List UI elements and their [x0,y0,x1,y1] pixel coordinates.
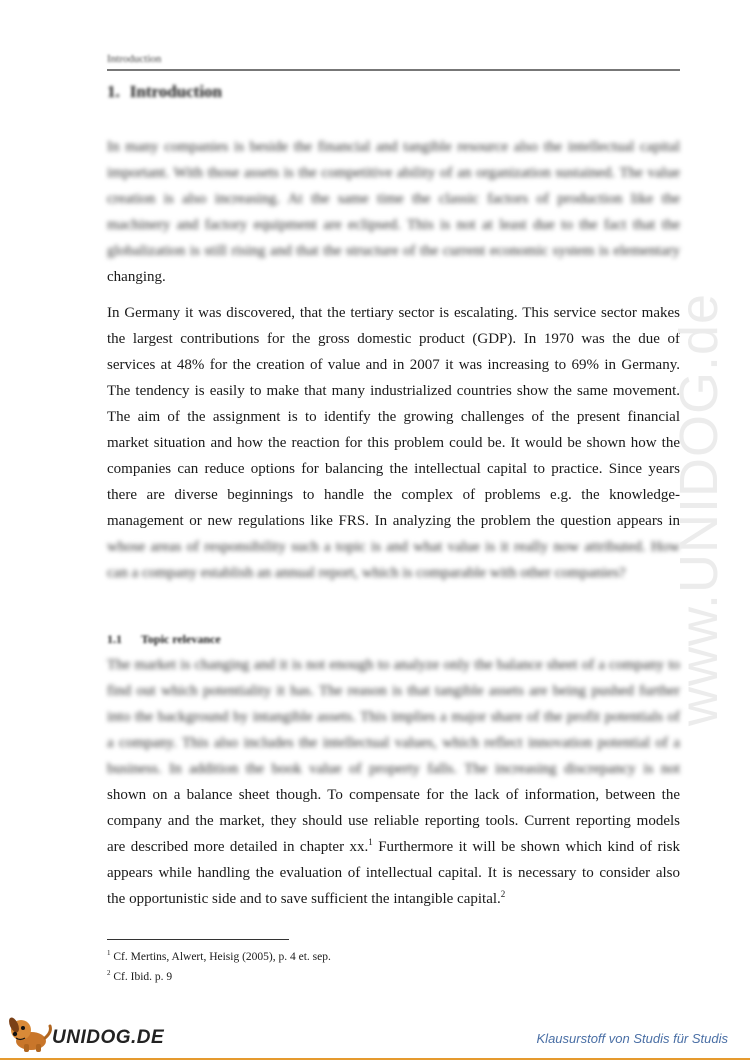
text-fragment: the opportunistic side and to save sufficient the intangible capital. [107,891,501,907]
header-rule [107,69,680,71]
text-line: management or new regulations like FRS. In analyzing the problem the question appears in [107,513,680,529]
text-line: a company. This also includes the intellectual values, which reflect innovation potential of a [107,735,680,751]
subsection-heading [107,632,221,647]
footnote-2 [107,971,172,983]
section-title: Introduction [129,82,223,101]
text-line: changing. [107,269,166,285]
text-line: The tendency is easily to make that many industrialized countries show the same movement. [107,383,680,399]
text-line: market situation and how the reaction for this problem could be. It would be shown how the [107,435,680,451]
text-line: important. With those assets is the competitive ability of an organization sustained. The value [107,165,680,181]
footnote-text: Cf. Mertins, Alwert, Heisig (2005), p. 4 et. sep. [113,951,331,963]
footnote-ref[interactable]: 2 [500,889,506,899]
text-line: The market is changing and it is not enough to analyze only the balance sheet of a company to [107,657,680,673]
text-line: services at 48% for the creation of value and in 2007 it was increasing to 69% in Germany. [107,357,680,373]
watermark [668,292,750,788]
running-header: Introduction [107,53,162,65]
paragraph-3 [107,652,680,912]
footnote-mark: 1 [107,949,111,958]
subsection-number: 1.1 [107,632,122,646]
paragraph-2 [107,300,680,586]
text-line: into the background by intangible assets. This implies a major share of the profit potentials of [107,709,680,725]
watermark-text: www.UNIDOG.de [669,292,729,726]
text-line: globalization is still rising and that the structure of the current economic system is elementary [107,243,680,259]
footnote-mark: 2 [107,969,111,978]
text-line: shown on a balance sheet though. To compensate for the lack of information, between the [107,787,680,803]
text-line: there are diverse beginnings to handle the complex of problems e.g. the knowledge- [107,487,680,503]
text-line: company and the market, they should use reliable reporting tools. Current reporting models [107,813,680,829]
text-fragment: are described more detailed in chapter xx. [107,839,369,855]
text-fragment: Furthermore it will be shown which kind of risk [372,839,680,855]
text-line: In Germany it was discovered, that the tertiary sector is escalating. This service sector makes [107,305,680,321]
footnote-text: Cf. Ibid. p. 9 [113,971,173,983]
text-line: can a company establish an annual report, which is comparable with other companies? [107,565,626,581]
logo-text[interactable]: UNIDOG.DE [52,1027,165,1048]
text-line: find out which potentiality it has. The reason is that tangible assets are being pushed further [107,683,680,699]
text-line: In many companies is beside the financial and tangible resource also the intellectual capital [107,139,680,155]
text-line: creation is also increasing. At the same time the classic factors of production like the [107,191,680,207]
footnote-1 [107,951,331,963]
subsection-title: Topic relevance [141,632,221,646]
footer-tagline: Klausurstoff von Studis für Studis [536,1031,728,1046]
dog-mascot-icon[interactable] [4,1014,54,1054]
paragraph-1 [107,134,680,290]
section-heading [107,82,222,102]
text-line: appears while handling the evaluation of intellectual capital. It is necessary to consider also [107,865,680,881]
text-line: The aim of the assignment is to identify the growing challenges of the present financial [107,409,680,425]
text-line [107,834,680,860]
footnote-ref[interactable]: 1 [368,837,373,847]
text-line: machinery and factory equipment are eclipsed. This is not at least due to the fact that the [107,217,680,233]
text-line [107,886,680,912]
text-line: the largest contributions for the gross domestic product (GDP). In 1970 was the due of [107,331,680,347]
text-line: companies can reduce options for balancing the intellectual capital to practice. Since years [107,461,680,477]
section-number: 1. [107,82,120,101]
text-line: whose areas of responsibility such a topic is and what value is it really now attributed. How [107,539,680,555]
footnote-rule [107,939,289,940]
text-line: business. In addition the book value of property falls. The increasing discrepancy is not [107,761,680,777]
